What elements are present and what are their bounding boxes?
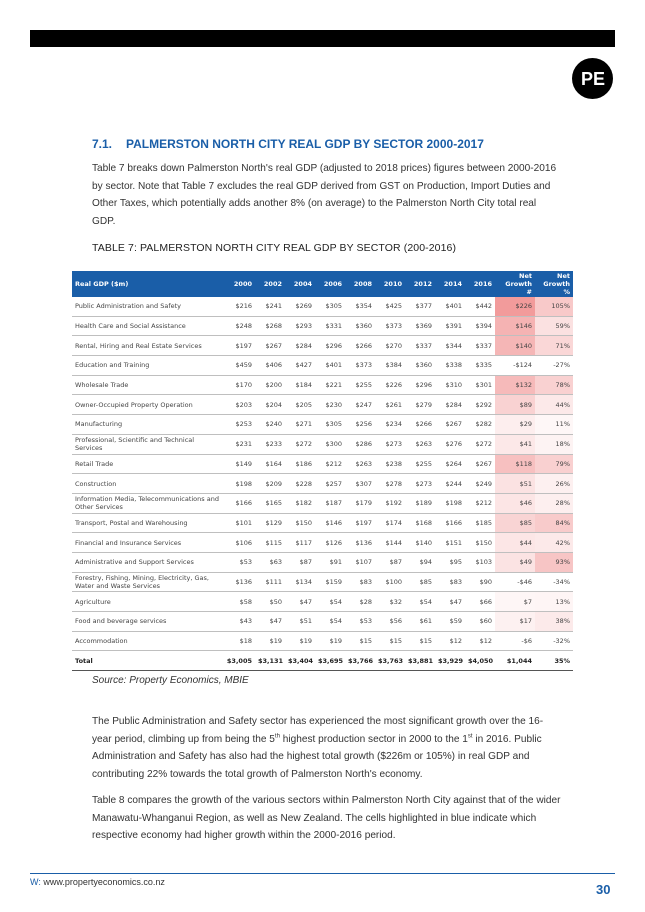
total-label: Total	[72, 651, 223, 671]
table-title: TABLE 7: PALMERSTON NORTH CITY REAL GDP BY SECTOR (200-2016)	[92, 242, 457, 254]
gdp-value-cell: $54	[405, 592, 435, 612]
gdp-value-cell: $115	[255, 533, 285, 553]
gdp-value-cell: $107	[345, 552, 375, 572]
gdp-value-cell: $354	[345, 297, 375, 316]
header-cell: Net Growth %	[535, 271, 573, 297]
gdp-value-cell: $205	[285, 395, 315, 415]
gdp-value-cell: $269	[285, 297, 315, 316]
sector-label: Administrative and Support Services	[72, 552, 223, 572]
net-growth-pct-cell: 18%	[535, 434, 573, 454]
gdp-value-cell: $58	[223, 592, 255, 612]
gdp-value-cell: $369	[405, 316, 435, 336]
gdp-value-cell: $360	[345, 316, 375, 336]
gdp-value-cell: $360	[405, 356, 435, 376]
gdp-value-cell: $373	[375, 316, 405, 336]
sector-label: Health Care and Social Assistance	[72, 316, 223, 336]
net-growth-pct-cell: -27%	[535, 356, 573, 376]
table-row	[72, 631, 573, 651]
gdp-value-cell: $12	[465, 631, 495, 651]
net-growth-cell: $118	[495, 454, 535, 474]
sector-label: Agriculture	[72, 592, 223, 612]
gdp-value-cell: $182	[285, 493, 315, 513]
table-row	[72, 474, 573, 494]
gdp-value-cell: $266	[345, 336, 375, 356]
gdp-value-cell: $47	[255, 612, 285, 632]
gdp-value-cell: $166	[223, 493, 255, 513]
net-growth-cell: $89	[495, 395, 535, 415]
net-growth-cell: $85	[495, 513, 535, 533]
gdp-value-cell: $249	[465, 474, 495, 494]
sector-label: Owner-Occupied Property Operation	[72, 395, 223, 415]
net-growth-pct-cell: 38%	[535, 612, 573, 632]
header-cell: 2016	[465, 271, 495, 297]
total-value-cell: $3,404	[285, 651, 315, 671]
net-growth-cell: $29	[495, 415, 535, 435]
gdp-value-cell: $391	[435, 316, 465, 336]
net-growth-cell: $226	[495, 297, 535, 316]
gdp-value-cell: $459	[223, 356, 255, 376]
gdp-value-cell: $267	[465, 454, 495, 474]
gdp-value-cell: $230	[315, 395, 345, 415]
gdp-value-cell: $91	[315, 552, 345, 572]
gdp-value-cell: $56	[375, 612, 405, 632]
net-growth-pct-cell: 93%	[535, 552, 573, 572]
header-cell: 2000	[223, 271, 255, 297]
table-header-row	[72, 271, 573, 297]
top-bar	[30, 30, 615, 47]
gdp-value-cell: $401	[315, 356, 345, 376]
gdp-value-cell: $61	[405, 612, 435, 632]
total-value-cell: $3,763	[375, 651, 405, 671]
gdp-value-cell: $307	[345, 474, 375, 494]
gdp-value-cell: $87	[285, 552, 315, 572]
table-row	[72, 395, 573, 415]
section-number: 7.1.	[92, 137, 113, 151]
gdp-value-cell: $50	[255, 592, 285, 612]
net-growth-pct-cell: 11%	[535, 415, 573, 435]
gdp-value-cell: $331	[315, 316, 345, 336]
gdp-value-cell: $129	[255, 513, 285, 533]
gdp-value-cell: $106	[223, 533, 255, 553]
net-growth-pct-cell: 78%	[535, 375, 573, 395]
table-row	[72, 454, 573, 474]
gdp-value-cell: $101	[223, 513, 255, 533]
gdp-value-cell: $284	[285, 336, 315, 356]
net-growth-cell: -$6	[495, 631, 535, 651]
sector-label: Rental, Hiring and Real Estate Services	[72, 336, 223, 356]
gdp-value-cell: $53	[345, 612, 375, 632]
net-growth-cell: $146	[495, 316, 535, 336]
gdp-value-cell: $264	[435, 454, 465, 474]
header-cell: 2006	[315, 271, 345, 297]
gdp-value-cell: $111	[255, 572, 285, 592]
gdp-value-cell: $406	[255, 356, 285, 376]
gdp-value-cell: $301	[465, 375, 495, 395]
gdp-value-cell: $212	[465, 493, 495, 513]
gdp-value-cell: $300	[315, 434, 345, 454]
gdp-value-cell: $63	[255, 552, 285, 572]
gdp-value-cell: $270	[375, 336, 405, 356]
gdp-value-cell: $263	[405, 434, 435, 454]
net-growth-pct-cell: -32%	[535, 631, 573, 651]
table-row	[72, 316, 573, 336]
net-growth-cell: $46	[495, 493, 535, 513]
gdp-value-cell: $185	[465, 513, 495, 533]
sector-label: Information Media, Telecommunications and Other Services	[72, 493, 223, 513]
gdp-value-cell: $134	[285, 572, 315, 592]
gdp-value-cell: $279	[405, 395, 435, 415]
total-value-cell: $3,131	[255, 651, 285, 671]
gdp-value-cell: $150	[465, 533, 495, 553]
gdp-value-cell: $263	[345, 454, 375, 474]
gdp-value-cell: $286	[345, 434, 375, 454]
sector-label: Wholesale Trade	[72, 375, 223, 395]
total-row	[72, 651, 573, 671]
total-value-cell: $3,695	[315, 651, 345, 671]
gdp-value-cell: $244	[435, 474, 465, 494]
total-value-cell: $4,050	[465, 651, 495, 671]
gdp-value-cell: $228	[285, 474, 315, 494]
analysis-paragraph: The Public Administration and Safety sector has experienced the most significant growth over the 16-year period, climbing up from being the 5th highest production sector in 2000 to the 1st in 2016. Public Administration and Safety has also had the highest total growth ($226m or 105%) in real GDP and contributing 22% towards the total growth of Palmerston North's economy.	[92, 716, 544, 780]
gdp-value-cell: $159	[315, 572, 345, 592]
gdp-value-cell: $28	[345, 592, 375, 612]
gdp-value-cell: $384	[375, 356, 405, 376]
net-growth-cell: $17	[495, 612, 535, 632]
gdp-value-cell: $87	[375, 552, 405, 572]
net-growth-pct-cell: 71%	[535, 336, 573, 356]
total-value-cell: $3,766	[345, 651, 375, 671]
gdp-value-cell: $60	[465, 612, 495, 632]
header-cell: 2002	[255, 271, 285, 297]
gdp-value-cell: $212	[315, 454, 345, 474]
gdp-value-cell: $276	[435, 434, 465, 454]
table-row	[72, 375, 573, 395]
gdp-value-cell: $100	[375, 572, 405, 592]
net-growth-cell: $7	[495, 592, 535, 612]
gdp-value-cell: $344	[435, 336, 465, 356]
sector-label: Construction	[72, 474, 223, 494]
gdp-value-cell: $292	[465, 395, 495, 415]
gdp-value-cell: $241	[255, 297, 285, 316]
gdp-value-cell: $305	[315, 415, 345, 435]
gdp-value-cell: $247	[345, 395, 375, 415]
total-value-cell: $3,881	[405, 651, 435, 671]
net-growth-cell: $44	[495, 533, 535, 553]
header-cell: Net Growth #	[495, 271, 535, 297]
header-cell: 2014	[435, 271, 465, 297]
gdp-value-cell: $15	[345, 631, 375, 651]
net-growth-cell: $49	[495, 552, 535, 572]
gdp-value-cell: $267	[435, 415, 465, 435]
gdp-value-cell: $257	[315, 474, 345, 494]
gdp-value-cell: $209	[255, 474, 285, 494]
gdp-value-cell: $268	[255, 316, 285, 336]
gdp-value-cell: $174	[375, 513, 405, 533]
gdp-value-cell: $267	[255, 336, 285, 356]
gdp-value-cell: $164	[255, 454, 285, 474]
gdp-value-cell: $305	[315, 297, 345, 316]
gdp-value-cell: $266	[405, 415, 435, 435]
gdp-value-cell: $83	[345, 572, 375, 592]
net-growth-pct-cell: 13%	[535, 592, 573, 612]
gdp-value-cell: $83	[435, 572, 465, 592]
gdp-value-cell: $59	[435, 612, 465, 632]
gdp-value-cell: $271	[285, 415, 315, 435]
gdp-value-cell: $296	[315, 336, 345, 356]
total-net-growth: $1,044	[495, 651, 535, 671]
gdp-value-cell: $186	[285, 454, 315, 474]
gdp-value-cell: $85	[405, 572, 435, 592]
gdp-value-cell: $12	[435, 631, 465, 651]
sector-label: Retail Trade	[72, 454, 223, 474]
footer-divider	[30, 873, 615, 874]
gdp-value-cell: $284	[435, 395, 465, 415]
net-growth-pct-cell: -34%	[535, 572, 573, 592]
net-growth-cell: $140	[495, 336, 535, 356]
section-heading	[92, 137, 484, 151]
gdp-value-cell: $32	[375, 592, 405, 612]
gdp-value-cell: $216	[223, 297, 255, 316]
total-net-growth-pct: 35%	[535, 651, 573, 671]
gdp-value-cell: $273	[405, 474, 435, 494]
gdp-value-cell: $255	[405, 454, 435, 474]
sector-label: Education and Training	[72, 356, 223, 376]
total-value-cell: $3,929	[435, 651, 465, 671]
gdp-value-cell: $253	[223, 415, 255, 435]
gdp-value-cell: $165	[255, 493, 285, 513]
gdp-value-cell: $184	[285, 375, 315, 395]
net-growth-cell: $41	[495, 434, 535, 454]
gdp-value-cell: $204	[255, 395, 285, 415]
gdp-value-cell: $94	[405, 552, 435, 572]
table-row	[72, 513, 573, 533]
gdp-value-cell: $203	[223, 395, 255, 415]
gdp-value-cell: $427	[285, 356, 315, 376]
source-note: Source: Property Economics, MBIE	[92, 675, 249, 686]
net-growth-cell: -$46	[495, 572, 535, 592]
gdp-value-cell: $144	[375, 533, 405, 553]
sector-label: Manufacturing	[72, 415, 223, 435]
gdp-value-cell: $189	[405, 493, 435, 513]
header-label: Real GDP ($m)	[72, 271, 223, 297]
comparison-paragraph: Table 8 compares the growth of the various sectors within Palmerston North City against that of the wider Manawatu-Whanganui Region, as well as New Zealand. The cells highlighted in blue indicate which respective economy had higher growth within the 2000-2016 period.	[92, 795, 561, 842]
header-cell: 2008	[345, 271, 375, 297]
gdp-value-cell: $337	[465, 336, 495, 356]
net-growth-cell: $51	[495, 474, 535, 494]
net-growth-pct-cell: 84%	[535, 513, 573, 533]
gdp-value-cell: $238	[375, 454, 405, 474]
gdp-value-cell: $272	[285, 434, 315, 454]
gdp-value-cell: $187	[315, 493, 345, 513]
table-row	[72, 572, 573, 592]
gdp-value-cell: $233	[255, 434, 285, 454]
gdp-value-cell: $248	[223, 316, 255, 336]
table-row	[72, 552, 573, 572]
gdp-value-cell: $166	[435, 513, 465, 533]
table-row	[72, 415, 573, 435]
sector-label: Public Administration and Safety	[72, 297, 223, 316]
svg-text:PE: PE	[580, 68, 605, 89]
gdp-value-cell: $226	[375, 375, 405, 395]
website-link[interactable]: www.propertyeconomics.co.nz	[43, 877, 165, 887]
sector-label: Professional, Scientific and Technical Services	[72, 434, 223, 454]
net-growth-cell: -$124	[495, 356, 535, 376]
gdp-value-cell: $15	[405, 631, 435, 651]
gdp-value-cell: $273	[375, 434, 405, 454]
gdp-value-cell: $296	[405, 375, 435, 395]
net-growth-pct-cell: 105%	[535, 297, 573, 316]
gdp-value-cell: $377	[405, 297, 435, 316]
gdp-value-cell: $337	[405, 336, 435, 356]
gdp-value-cell: $168	[405, 513, 435, 533]
gdp-value-cell: $146	[315, 513, 345, 533]
gdp-value-cell: $234	[375, 415, 405, 435]
gdp-value-cell: $47	[435, 592, 465, 612]
gdp-value-cell: $231	[223, 434, 255, 454]
gdp-value-cell: $43	[223, 612, 255, 632]
header-cell: 2010	[375, 271, 405, 297]
gdp-value-cell: $136	[223, 572, 255, 592]
gdp-value-cell: $425	[375, 297, 405, 316]
net-growth-pct-cell: 59%	[535, 316, 573, 336]
gdp-value-cell: $255	[345, 375, 375, 395]
gdp-value-cell: $200	[255, 375, 285, 395]
gdp-value-cell: $136	[345, 533, 375, 553]
footer-website[interactable]	[30, 877, 165, 887]
table-row	[72, 533, 573, 553]
gdp-value-cell: $117	[285, 533, 315, 553]
gdp-value-cell: $338	[435, 356, 465, 376]
gdp-value-cell: $272	[465, 434, 495, 454]
gdp-value-cell: $197	[223, 336, 255, 356]
net-growth-pct-cell: 79%	[535, 454, 573, 474]
total-value-cell: $3,005	[223, 651, 255, 671]
gdp-value-cell: $442	[465, 297, 495, 316]
table-row	[72, 493, 573, 513]
gdp-value-cell: $150	[285, 513, 315, 533]
pe-logo	[572, 58, 613, 99]
gdp-value-cell: $293	[285, 316, 315, 336]
gdp-value-cell: $198	[435, 493, 465, 513]
gdp-value-cell: $373	[345, 356, 375, 376]
gdp-value-cell: $19	[285, 631, 315, 651]
gdp-value-cell: $90	[465, 572, 495, 592]
gdp-value-cell: $126	[315, 533, 345, 553]
gdp-value-cell: $140	[405, 533, 435, 553]
gdp-value-cell: $394	[465, 316, 495, 336]
gdp-value-cell: $151	[435, 533, 465, 553]
sector-label: Food and beverage services	[72, 612, 223, 632]
table-row	[72, 297, 573, 316]
gdp-value-cell: $256	[345, 415, 375, 435]
intro-paragraph: Table 7 breaks down Palmerston North's real GDP (adjusted to 2018 prices) figures between 2000-2016 by sector. Note that Table 7 excludes the real GDP derived from GST on Production, Import Duties and Other Taxes, which potentially adds another 8% (on average) to the Palmerston North City total real GDP.	[92, 163, 557, 227]
gdp-value-cell: $15	[375, 631, 405, 651]
net-growth-pct-cell: 44%	[535, 395, 573, 415]
pe-logo-icon	[578, 69, 608, 89]
gdp-value-cell: $53	[223, 552, 255, 572]
gdp-value-cell: $261	[375, 395, 405, 415]
net-growth-pct-cell: 42%	[535, 533, 573, 553]
gdp-value-cell: $47	[285, 592, 315, 612]
gdp-value-cell: $54	[315, 612, 345, 632]
gdp-table	[72, 271, 573, 671]
gdp-value-cell: $282	[465, 415, 495, 435]
gdp-value-cell: $18	[223, 631, 255, 651]
gdp-value-cell: $197	[345, 513, 375, 533]
gdp-value-cell: $66	[465, 592, 495, 612]
gdp-value-cell: $221	[315, 375, 345, 395]
header-cell: 2004	[285, 271, 315, 297]
web-label: W:	[30, 877, 41, 887]
gdp-value-cell: $149	[223, 454, 255, 474]
gdp-value-cell: $19	[255, 631, 285, 651]
gdp-value-cell: $103	[465, 552, 495, 572]
sector-label: Financial and Insurance Services	[72, 533, 223, 553]
table-row	[72, 434, 573, 454]
table-row	[72, 592, 573, 612]
gdp-value-cell: $192	[375, 493, 405, 513]
sector-label: Transport, Postal and Warehousing	[72, 513, 223, 533]
gdp-value-cell: $335	[465, 356, 495, 376]
header-cell: 2012	[405, 271, 435, 297]
gdp-value-cell: $240	[255, 415, 285, 435]
gdp-value-cell: $95	[435, 552, 465, 572]
table-row	[72, 612, 573, 632]
net-growth-pct-cell: 28%	[535, 493, 573, 513]
page-number: 30	[596, 882, 611, 897]
gdp-value-cell: $54	[315, 592, 345, 612]
gdp-value-cell: $170	[223, 375, 255, 395]
gdp-value-cell: $278	[375, 474, 405, 494]
gdp-value-cell: $51	[285, 612, 315, 632]
sector-label: Forestry, Fishing, Mining, Electricity, Gas, Water and Waste Services	[72, 572, 223, 592]
gdp-value-cell: $19	[315, 631, 345, 651]
gdp-value-cell: $198	[223, 474, 255, 494]
sector-label: Accommodation	[72, 631, 223, 651]
gdp-value-cell: $310	[435, 375, 465, 395]
table-row	[72, 336, 573, 356]
table-row	[72, 356, 573, 376]
net-growth-cell: $132	[495, 375, 535, 395]
gdp-value-cell: $179	[345, 493, 375, 513]
section-title: PALMERSTON NORTH CITY REAL GDP BY SECTOR 2000-2017	[126, 137, 484, 151]
gdp-value-cell: $401	[435, 297, 465, 316]
net-growth-pct-cell: 26%	[535, 474, 573, 494]
